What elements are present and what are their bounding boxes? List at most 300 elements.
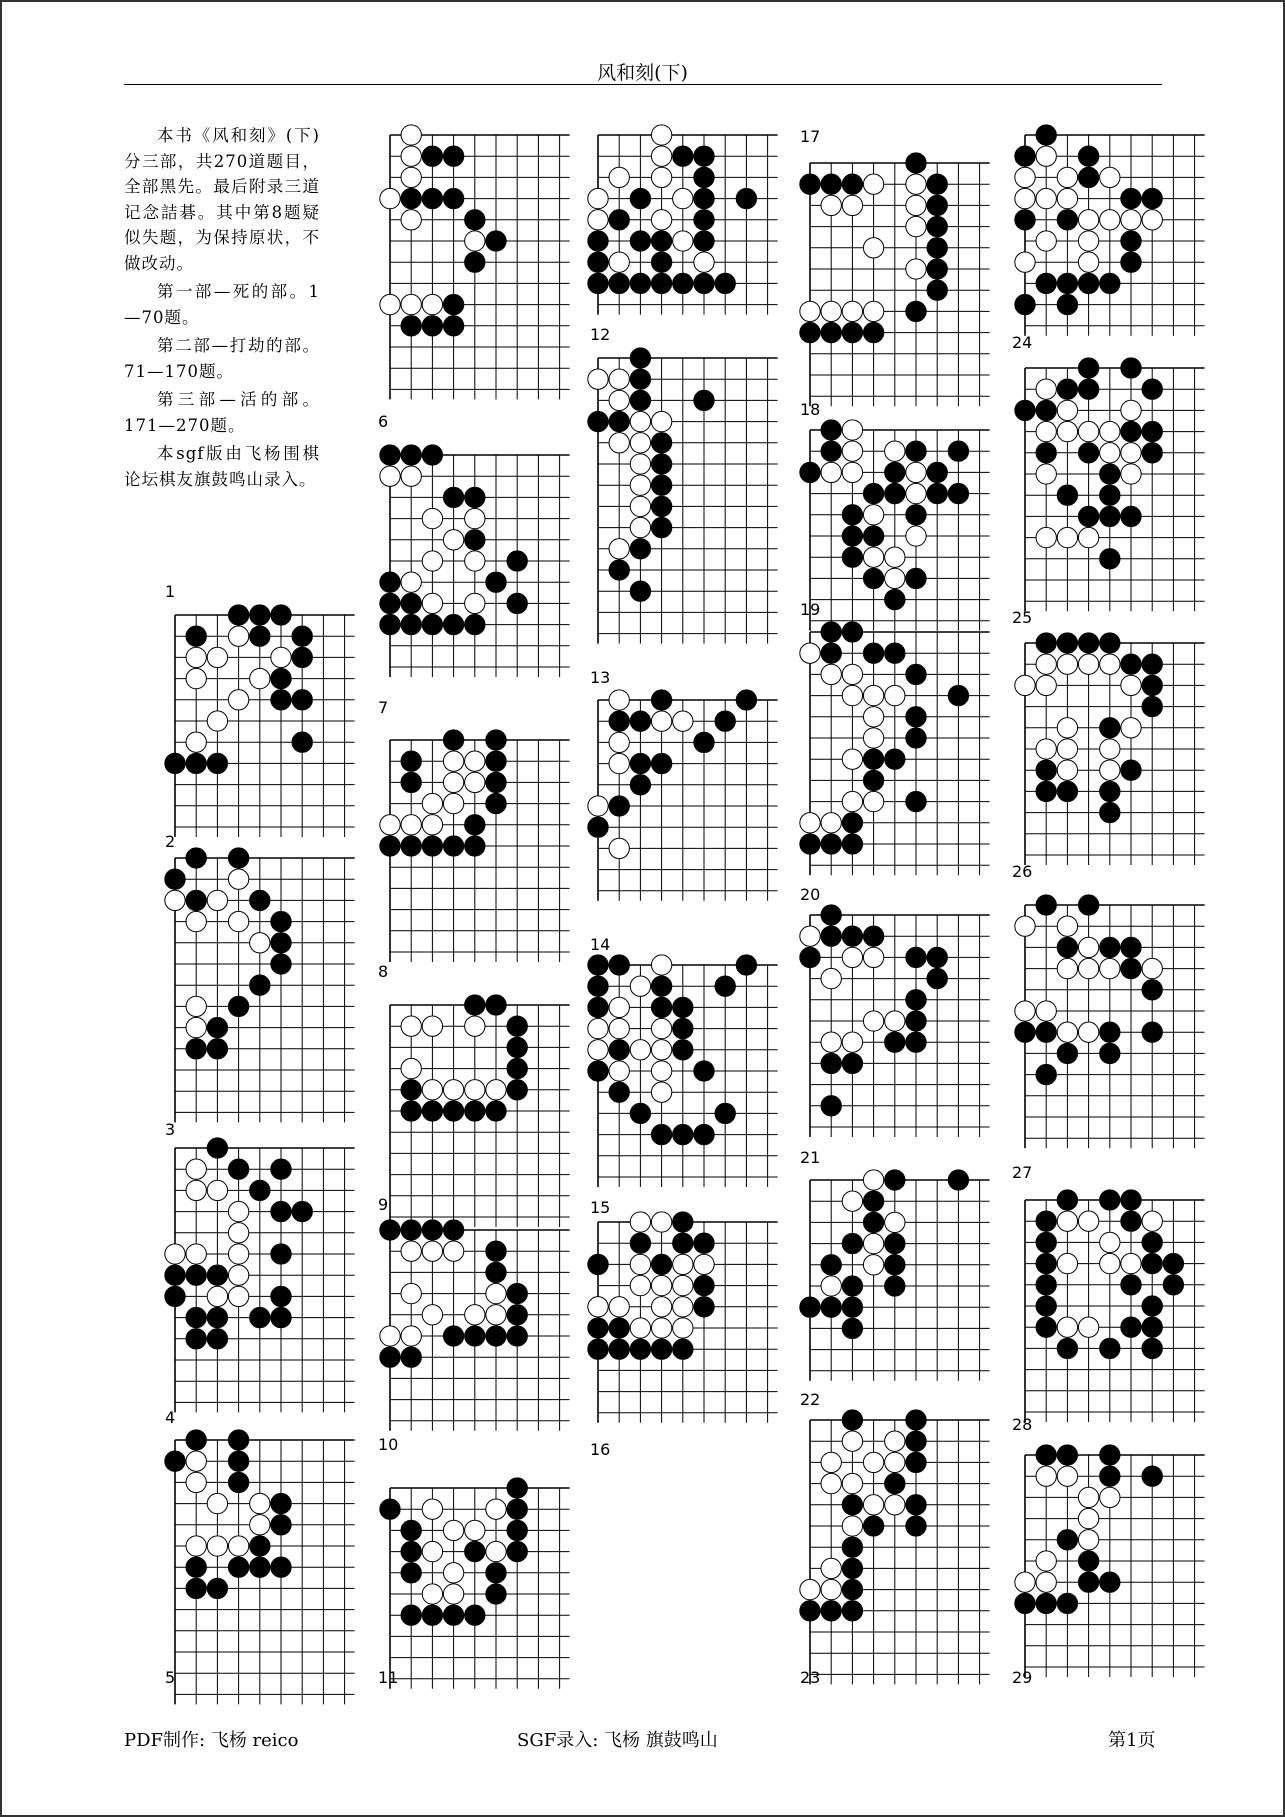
black-stone (694, 231, 714, 251)
black-stone (609, 1040, 629, 1060)
black-stone (422, 1101, 442, 1121)
white-stone (228, 1244, 248, 1264)
go-board (1013, 1188, 1207, 1424)
white-stone (401, 466, 421, 486)
white-stone (842, 664, 862, 684)
black-stone (948, 441, 968, 461)
white-stone (486, 1499, 506, 1519)
black-stone (927, 216, 947, 236)
white-stone (228, 1265, 248, 1285)
black-stone (885, 1032, 905, 1052)
black-stone (927, 968, 947, 988)
white-stone (1015, 167, 1035, 187)
black-stone (228, 1430, 248, 1450)
white-stone (207, 1286, 227, 1306)
black-stone (1142, 1466, 1162, 1486)
black-stone (465, 487, 485, 507)
black-stone (609, 1082, 629, 1102)
white-stone (588, 188, 608, 208)
white-stone (609, 167, 629, 187)
black-stone (186, 1265, 206, 1285)
black-stone (443, 1326, 463, 1346)
white-stone (1078, 1487, 1098, 1507)
black-stone (1142, 654, 1162, 674)
black-stone (271, 668, 291, 688)
white-stone (486, 1283, 506, 1303)
white-stone (651, 1297, 671, 1317)
black-stone (228, 1472, 248, 1492)
black-stone (486, 730, 506, 750)
black-stone (271, 911, 291, 931)
go-board (586, 123, 780, 317)
black-stone (821, 643, 841, 663)
black-stone (507, 551, 527, 571)
white-stone (1036, 739, 1056, 759)
black-stone (821, 174, 841, 194)
white-stone (842, 462, 862, 482)
black-stone (507, 1499, 527, 1519)
black-stone (380, 1499, 400, 1519)
black-stone (250, 890, 270, 910)
white-stone (228, 1536, 248, 1556)
white-stone (588, 796, 608, 816)
black-stone (630, 231, 650, 251)
black-stone (271, 1557, 291, 1577)
black-stone (1142, 443, 1162, 463)
black-stone (292, 647, 312, 667)
white-stone (651, 1212, 671, 1232)
black-stone (1036, 781, 1056, 801)
black-stone (630, 390, 650, 410)
white-stone (885, 1011, 905, 1031)
black-stone (927, 238, 947, 258)
black-stone (673, 1212, 693, 1232)
black-stone (380, 1347, 400, 1367)
black-stone (1057, 1338, 1077, 1358)
black-stone (694, 210, 714, 230)
black-stone (186, 1329, 206, 1349)
black-stone (927, 462, 947, 482)
white-stone (863, 1011, 883, 1031)
black-stone (842, 1558, 862, 1578)
black-stone (609, 1318, 629, 1338)
black-stone (1100, 273, 1120, 293)
white-stone (609, 753, 629, 773)
white-stone (1036, 1551, 1056, 1571)
white-stone (842, 685, 862, 705)
black-stone (1142, 188, 1162, 208)
white-stone (842, 791, 862, 811)
black-stone (630, 539, 650, 559)
black-stone (609, 711, 629, 731)
white-stone (401, 572, 421, 592)
black-stone (443, 316, 463, 336)
white-stone (186, 1472, 206, 1492)
black-stone (165, 1451, 185, 1471)
black-stone (1100, 1190, 1120, 1210)
problem-number: 27 (1012, 1163, 1033, 1182)
black-stone (863, 1191, 883, 1211)
black-stone (465, 836, 485, 856)
black-stone (800, 1601, 820, 1621)
black-stone (588, 997, 608, 1017)
white-stone (165, 890, 185, 910)
white-stone (821, 462, 841, 482)
white-stone (1036, 146, 1056, 166)
white-stone (401, 1241, 421, 1261)
white-stone (1057, 400, 1077, 420)
white-stone (863, 1233, 883, 1253)
white-stone (609, 997, 629, 1017)
black-stone (1078, 273, 1098, 293)
white-stone (186, 668, 206, 688)
problem-number: 22 (800, 1390, 821, 1409)
white-stone (465, 508, 485, 528)
black-stone (800, 462, 820, 482)
go-board (798, 418, 992, 633)
black-stone (465, 210, 485, 230)
black-stone (228, 996, 248, 1016)
black-stone (885, 589, 905, 609)
white-stone (1121, 718, 1141, 738)
black-stone (250, 1307, 270, 1327)
black-stone (842, 813, 862, 833)
footer-page-number: 第1页 (1108, 1730, 1156, 1751)
black-stone (1142, 1022, 1162, 1042)
black-stone (401, 188, 421, 208)
white-stone (609, 390, 629, 410)
black-stone (1121, 358, 1141, 378)
black-stone (292, 626, 312, 646)
black-stone (401, 751, 421, 771)
black-stone (1142, 675, 1162, 695)
black-stone (422, 316, 442, 336)
white-stone (630, 496, 650, 516)
black-stone (422, 614, 442, 634)
white-stone (422, 1305, 442, 1325)
white-stone (443, 1584, 463, 1604)
go-board (378, 1218, 572, 1433)
black-stone (1036, 1317, 1056, 1337)
white-stone (465, 1520, 485, 1540)
black-stone (271, 954, 291, 974)
black-stone (228, 848, 248, 868)
black-stone (401, 445, 421, 465)
white-stone (1057, 958, 1077, 978)
intro-paragraph: 第二部—打劫的部。71—170题。 (124, 336, 320, 381)
white-stone (186, 1451, 206, 1471)
black-stone (715, 273, 735, 293)
white-stone (443, 1080, 463, 1100)
white-stone (1057, 188, 1077, 208)
white-stone (821, 1276, 841, 1296)
white-stone (651, 1082, 671, 1102)
black-stone (250, 626, 270, 646)
white-stone (1100, 739, 1120, 759)
black-stone (821, 441, 841, 461)
black-stone (694, 188, 714, 208)
black-stone (1121, 1211, 1141, 1231)
black-stone (465, 815, 485, 835)
white-stone (842, 420, 862, 440)
white-stone (1142, 958, 1162, 978)
black-stone (486, 1101, 506, 1121)
black-stone (694, 1124, 714, 1144)
black-stone (1163, 1275, 1183, 1295)
black-stone (507, 593, 527, 613)
black-stone (207, 1578, 227, 1598)
black-stone (1036, 273, 1056, 293)
black-stone (821, 926, 841, 946)
problem-number: 12 (590, 325, 611, 344)
black-stone (927, 195, 947, 215)
black-stone (800, 947, 820, 967)
white-stone (1142, 1211, 1162, 1231)
white-stone (465, 1016, 485, 1036)
black-stone (948, 483, 968, 503)
black-stone (1078, 506, 1098, 526)
white-stone (422, 1499, 442, 1519)
black-stone (1057, 485, 1077, 505)
black-stone (842, 526, 862, 546)
go-board (1013, 123, 1207, 338)
black-stone (486, 1584, 506, 1604)
black-stone (186, 753, 206, 773)
black-stone (422, 445, 442, 465)
black-stone (1036, 1211, 1056, 1231)
white-stone (1121, 400, 1141, 420)
white-stone (863, 505, 883, 525)
white-stone (1057, 421, 1077, 441)
white-stone (651, 1040, 671, 1060)
white-stone (885, 1452, 905, 1472)
black-stone (443, 614, 463, 634)
black-stone (507, 1305, 527, 1325)
black-stone (1121, 1190, 1141, 1210)
black-stone (821, 834, 841, 854)
black-stone (1100, 1022, 1120, 1042)
white-stone (885, 685, 905, 705)
problem-number: 15 (590, 1198, 611, 1217)
black-stone (207, 1307, 227, 1327)
problem-number: 25 (1012, 608, 1033, 627)
black-stone (507, 1283, 527, 1303)
white-stone (906, 259, 926, 279)
white-stone (863, 1255, 883, 1275)
black-stone (186, 626, 206, 646)
white-stone (1057, 1253, 1077, 1273)
white-stone (401, 294, 421, 314)
black-stone (906, 1431, 926, 1451)
white-stone (207, 1536, 227, 1556)
black-stone (1057, 1530, 1077, 1550)
white-stone (207, 890, 227, 910)
black-stone (906, 1495, 926, 1515)
black-stone (271, 1201, 291, 1221)
white-stone (380, 815, 400, 835)
problem-number: 3 (165, 1120, 176, 1139)
intro-text (124, 123, 320, 495)
black-stone (863, 526, 883, 546)
black-stone (842, 622, 862, 642)
black-stone (694, 1061, 714, 1081)
black-stone (486, 772, 506, 792)
white-stone (443, 751, 463, 771)
black-stone (906, 568, 926, 588)
white-stone (1100, 958, 1120, 978)
white-stone (694, 252, 714, 272)
black-stone (401, 836, 421, 856)
white-stone (1078, 958, 1098, 978)
black-stone (715, 711, 735, 731)
black-stone (821, 1096, 841, 1116)
black-stone (821, 1601, 841, 1621)
problem-number: 4 (165, 1408, 176, 1427)
white-stone (1078, 210, 1098, 230)
white-stone (630, 475, 650, 495)
black-stone (1100, 1466, 1120, 1486)
white-stone (821, 813, 841, 833)
white-stone (401, 167, 421, 187)
white-stone (380, 1326, 400, 1346)
white-stone (588, 1018, 608, 1038)
white-stone (1121, 210, 1141, 230)
black-stone (401, 1563, 421, 1583)
white-stone (1100, 167, 1120, 187)
white-stone (422, 1080, 442, 1100)
black-stone (588, 955, 608, 975)
problem-number: 26 (1012, 862, 1033, 881)
black-stone (228, 1159, 248, 1179)
black-stone (651, 997, 671, 1017)
white-stone (422, 294, 442, 314)
black-stone (186, 1578, 206, 1598)
white-stone (422, 551, 442, 571)
black-stone (630, 711, 650, 731)
white-stone (630, 1275, 650, 1295)
black-stone (1078, 1572, 1098, 1592)
black-stone (465, 1101, 485, 1121)
white-stone (1015, 675, 1035, 695)
black-stone (588, 252, 608, 272)
white-stone (821, 195, 841, 215)
black-stone (906, 664, 926, 684)
black-stone (1057, 1445, 1077, 1465)
black-stone (380, 593, 400, 613)
black-stone (443, 487, 463, 507)
black-stone (1163, 1253, 1183, 1273)
white-stone (885, 441, 905, 461)
white-stone (673, 1275, 693, 1295)
white-stone (186, 1536, 206, 1556)
white-stone (842, 947, 862, 967)
go-board (798, 1408, 992, 1686)
black-stone (443, 188, 463, 208)
black-stone (906, 791, 926, 811)
white-stone (1078, 1530, 1098, 1550)
black-stone (228, 605, 248, 625)
black-stone (694, 732, 714, 752)
black-stone (292, 690, 312, 710)
problem-number: 16 (590, 1440, 611, 1459)
white-stone (821, 301, 841, 321)
black-stone (1036, 1022, 1056, 1042)
black-stone (863, 926, 883, 946)
black-stone (630, 348, 650, 368)
black-stone (1078, 146, 1098, 166)
white-stone (1057, 1211, 1077, 1231)
black-stone (165, 753, 185, 773)
black-stone (486, 995, 506, 1015)
go-board (1013, 356, 1207, 613)
white-stone (651, 1018, 671, 1038)
black-stone (1036, 400, 1056, 420)
black-stone (401, 1520, 421, 1540)
black-stone (821, 1255, 841, 1275)
black-stone (443, 730, 463, 750)
black-stone (630, 753, 650, 773)
black-stone (486, 231, 506, 251)
black-stone (1036, 1593, 1056, 1613)
black-stone (694, 1297, 714, 1317)
white-stone (885, 568, 905, 588)
black-stone (422, 1605, 442, 1625)
white-stone (1078, 1211, 1098, 1231)
problem-number: 17 (800, 127, 821, 146)
black-stone (443, 1101, 463, 1121)
black-stone (651, 1124, 671, 1144)
black-stone (271, 1515, 291, 1535)
black-stone (250, 1536, 270, 1556)
white-stone (885, 1212, 905, 1232)
black-stone (609, 411, 629, 431)
black-stone (1015, 1022, 1035, 1042)
black-stone (507, 1326, 527, 1346)
black-stone (443, 1220, 463, 1240)
black-stone (906, 1410, 926, 1430)
white-stone (250, 933, 270, 953)
black-stone (271, 1286, 291, 1306)
black-stone (694, 167, 714, 187)
black-stone (1100, 464, 1120, 484)
black-stone (821, 905, 841, 925)
white-stone (673, 1297, 693, 1317)
black-stone (507, 1080, 527, 1100)
black-stone (885, 1233, 905, 1253)
black-stone (465, 530, 485, 550)
black-stone (694, 273, 714, 293)
white-stone (207, 1180, 227, 1200)
black-stone (401, 316, 421, 336)
white-stone (842, 1516, 862, 1536)
black-stone (1057, 294, 1077, 314)
black-stone (651, 517, 671, 537)
black-stone (1057, 273, 1077, 293)
black-stone (1078, 633, 1098, 653)
black-stone (207, 1138, 227, 1158)
black-stone (1036, 1232, 1056, 1252)
white-stone (422, 1016, 442, 1036)
black-stone (842, 1601, 862, 1621)
white-stone (422, 1541, 442, 1561)
white-stone (228, 1286, 248, 1306)
black-stone (1142, 379, 1162, 399)
white-stone (863, 547, 883, 567)
white-stone (443, 1520, 463, 1540)
black-stone (863, 483, 883, 503)
go-board (163, 603, 357, 839)
black-stone (1015, 1593, 1035, 1613)
